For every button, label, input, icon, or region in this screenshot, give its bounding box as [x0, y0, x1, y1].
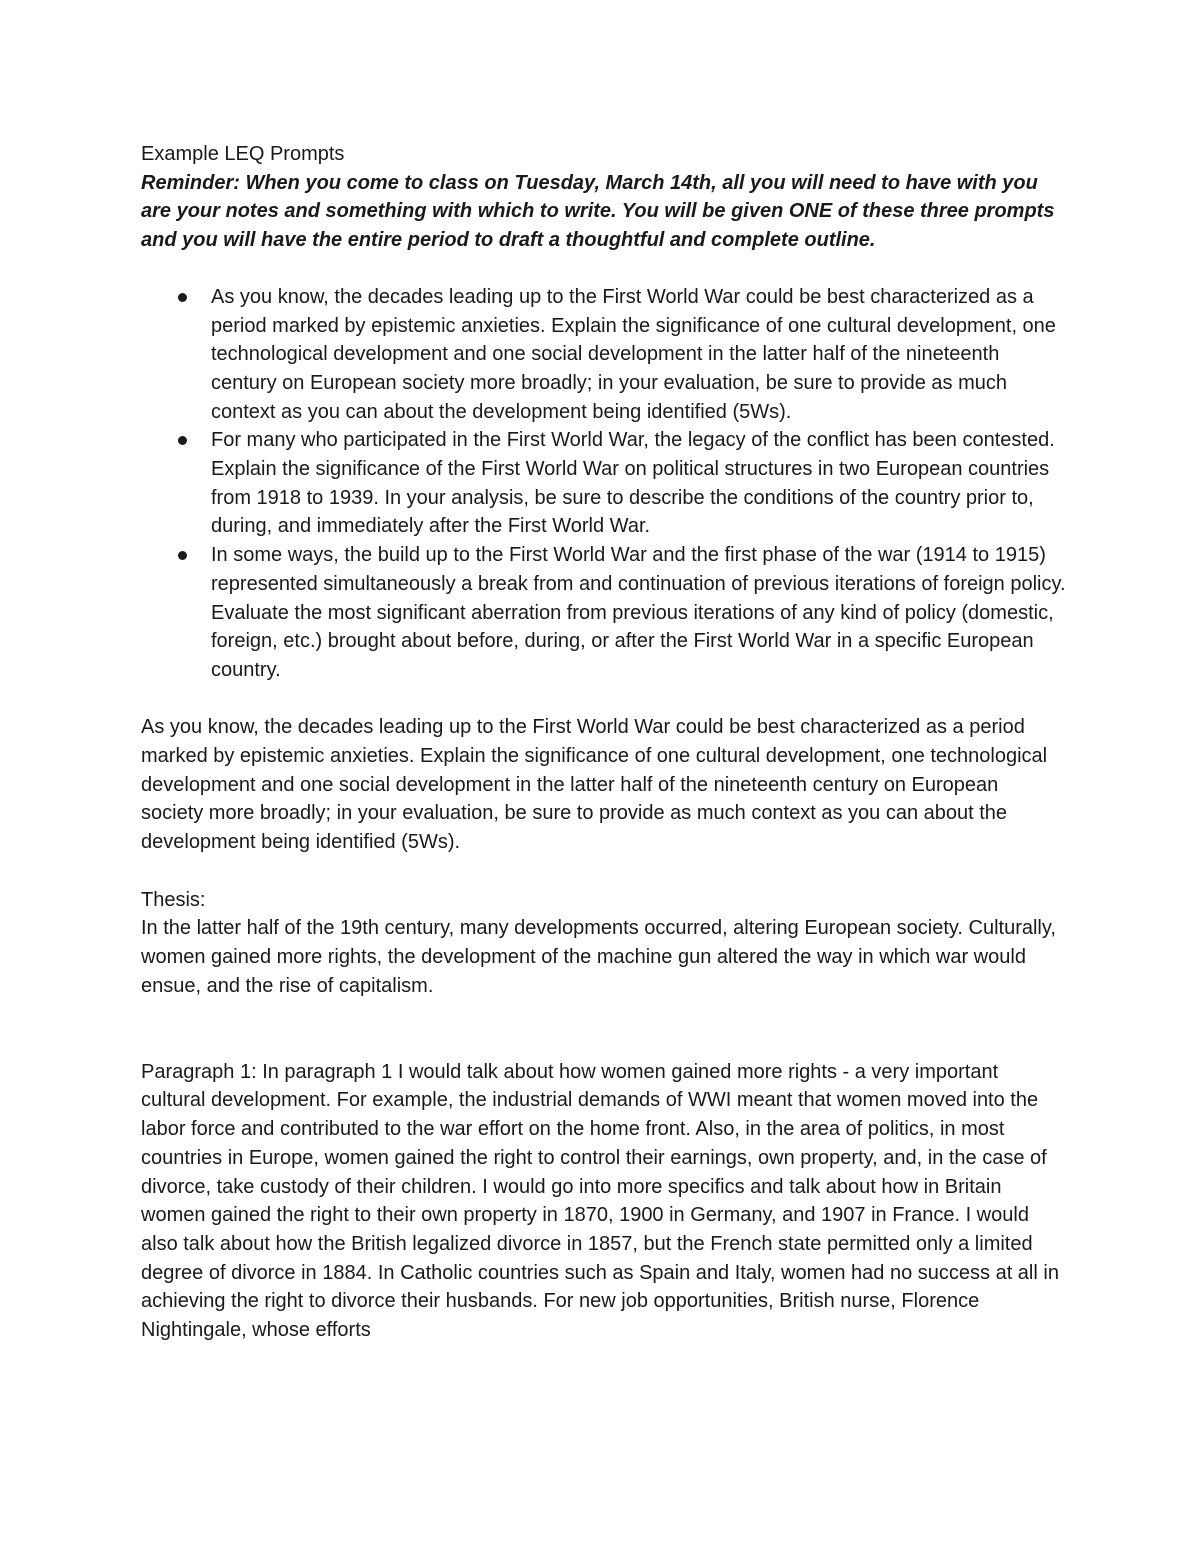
thesis-text: In the latter half of the 19th century, many developments occurred, altering European society. Culturally, women gained more rights, the development of the machine gun altered the way in which war would ensue, and the rise of capitalism.: [141, 917, 1056, 997]
prompt-text: In some ways, the build up to the First World War and the first phase of the war (1914 to 1915) represented simultaneously a break from and continuation of previous iterations of foreign policy. Evaluate the most significant aberration from previous iterations of any kind of policy (domestic, foreign, etc.) brought about before, during, or after the First World War in a specific European country.: [211, 544, 1066, 681]
bullet-icon: [178, 436, 187, 445]
list-item: [141, 283, 1066, 427]
paragraph-1: Paragraph 1: In paragraph 1 I would talk about how women gained more rights - a very important cultural development. For example, the industrial demands of WWI meant that women moved into the labor force and contributed to the war effort on the home front. Also, in the area of politics, in most countries in Europe, women gained the right to control their earnings, own property, and, in the case of divorce, take custody of their children. I would go into more specifics and talk about how in Britain women gained the right to their own property in 1870, 1900 in Germany, and 1907 in France. I would also talk about how the British legalized divorce in 1857, but the French state permitted only a limited degree of divorce in 1884. In Catholic countries such as Spain and Italy, women had no success at all in achieving the right to divorce their husbands. For new job opportunities, British nurse, Florence Nightingale, whose efforts: [141, 1060, 1059, 1342]
prompt-text: As you know, the decades leading up to the First World War could be best characterized as a period marked by epistemic anxieties. Explain the significance of one cultural development, one technological development and one social development in the latter half of the nineteenth century on European society more broadly; in your evaluation, be sure to provide as much context as you can about the development being identified (5Ws).: [211, 285, 1056, 423]
prompt-list: [141, 283, 1066, 685]
list-item: [141, 426, 1066, 541]
reminder-text: Reminder: When you come to class on Tuesday, March 14th, all you will need to have with you are your notes and something with which to write. You will be given ONE of these three prompts and you will have the entire period to draft a thoughtful and complete outline.: [141, 171, 1055, 252]
document-title: Example LEQ Prompts: [141, 143, 345, 165]
bullet-icon: [178, 293, 187, 302]
thesis-label: Thesis:: [141, 888, 206, 911]
prompt-text: For many who participated in the First World War, the legacy of the conflict has been contested. Explain the significance of the First World War on political structures in two European countries from 1918 to 1939. In your analysis, be sure to describe the conditions of the country prior to, during, and immediately after the First World War.: [211, 429, 1055, 538]
list-item: [141, 541, 1066, 685]
document-page: [141, 140, 1066, 1345]
selected-prompt: As you know, the decades leading up to the First World War could be best characterized as a period marked by epistemic anxieties. Explain the significance of one cultural development, one technological development and one social development in the latter half of the nineteenth century on European society more broadly; in your evaluation, be sure to provide as much context as you can about the development being identified (5Ws).: [141, 716, 1048, 854]
bullet-icon: [178, 551, 187, 560]
